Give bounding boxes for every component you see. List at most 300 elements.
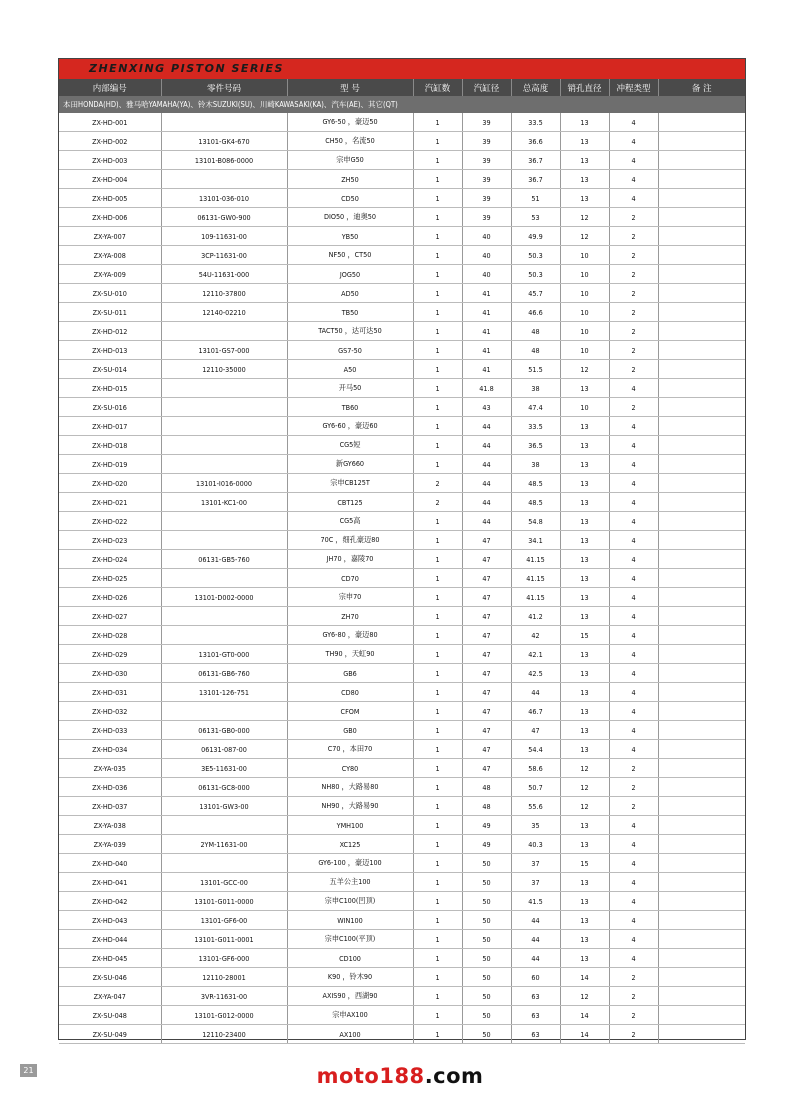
- cell-stroke-type: 4: [609, 170, 658, 189]
- cell-part-number: [161, 512, 287, 531]
- cell-internal-code: ZX-HD-031: [59, 683, 161, 702]
- cell-cylinders: 1: [413, 284, 462, 303]
- col-header-pin-diameter: 销孔直径: [560, 79, 609, 96]
- cell-cylinders: 1: [413, 303, 462, 322]
- cell-stroke-type: 4: [609, 930, 658, 949]
- cell-cylinders: 1: [413, 930, 462, 949]
- cell-part-number: [161, 854, 287, 873]
- cell-cylinders: 1: [413, 379, 462, 398]
- cell-total-height: 63: [511, 1006, 560, 1025]
- table-row: [59, 208, 745, 227]
- cell-pin-diameter: 13: [560, 607, 609, 626]
- cell-part-number: 06131-GC8-000: [161, 778, 287, 797]
- table-row: [59, 284, 745, 303]
- cell-bore: 49: [462, 816, 511, 835]
- table-row: [59, 949, 745, 968]
- cell-bore: 39: [462, 151, 511, 170]
- cell-total-height: 50.3: [511, 265, 560, 284]
- cell-model: XC125: [287, 835, 413, 854]
- cell-part-number: 06131-GW0-900: [161, 208, 287, 227]
- cell-stroke-type: 2: [609, 284, 658, 303]
- cell-internal-code: ZX-HD-029: [59, 645, 161, 664]
- cell-stroke-type: 4: [609, 664, 658, 683]
- cell-remarks: [658, 892, 745, 911]
- cell-model: 宗申G50: [287, 151, 413, 170]
- cell-total-height: 36.7: [511, 151, 560, 170]
- cell-model: CD80: [287, 683, 413, 702]
- cell-pin-diameter: 10: [560, 246, 609, 265]
- cell-bore: 44: [462, 474, 511, 493]
- table-row: [59, 778, 745, 797]
- cell-total-height: 46.7: [511, 702, 560, 721]
- cell-pin-diameter: 13: [560, 588, 609, 607]
- cell-bore: 44: [462, 512, 511, 531]
- cell-pin-diameter: 13: [560, 189, 609, 208]
- cell-remarks: [658, 683, 745, 702]
- cell-pin-diameter: 12: [560, 797, 609, 816]
- footer-website: [0, 1064, 800, 1088]
- cell-part-number: 13101-GK4-670: [161, 132, 287, 151]
- cell-remarks: [658, 873, 745, 892]
- cell-internal-code: ZX-SU-049: [59, 1025, 161, 1044]
- cell-cylinders: 1: [413, 417, 462, 436]
- cell-part-number: 13101-G011-0000: [161, 892, 287, 911]
- cell-total-height: 63: [511, 1025, 560, 1044]
- cell-remarks: [658, 550, 745, 569]
- cell-remarks: [658, 265, 745, 284]
- cell-pin-diameter: 13: [560, 911, 609, 930]
- cell-stroke-type: 4: [609, 911, 658, 930]
- cell-stroke-type: 4: [609, 455, 658, 474]
- cell-remarks: [658, 588, 745, 607]
- cell-pin-diameter: 13: [560, 740, 609, 759]
- table-row: [59, 873, 745, 892]
- cell-internal-code: ZX-HD-030: [59, 664, 161, 683]
- cell-stroke-type: 4: [609, 702, 658, 721]
- table-row: [59, 683, 745, 702]
- cell-remarks: [658, 474, 745, 493]
- cell-stroke-type: 4: [609, 740, 658, 759]
- cell-bore: 44: [462, 493, 511, 512]
- cell-cylinders: 1: [413, 778, 462, 797]
- cell-remarks: [658, 417, 745, 436]
- cell-pin-diameter: 13: [560, 645, 609, 664]
- cell-bore: 47: [462, 759, 511, 778]
- cell-internal-code: ZX-HD-012: [59, 322, 161, 341]
- cell-total-height: 36.5: [511, 436, 560, 455]
- table-row: [59, 265, 745, 284]
- cell-part-number: 13101-GT0-000: [161, 645, 287, 664]
- table-row: [59, 417, 745, 436]
- cell-pin-diameter: 10: [560, 322, 609, 341]
- cell-pin-diameter: 13: [560, 151, 609, 170]
- table-row: [59, 322, 745, 341]
- cell-stroke-type: 4: [609, 113, 658, 132]
- cell-model: GS7-50: [287, 341, 413, 360]
- cell-model: CG5高: [287, 512, 413, 531]
- cell-stroke-type: 2: [609, 246, 658, 265]
- cell-stroke-type: 2: [609, 303, 658, 322]
- catalog-frame: [58, 58, 746, 1040]
- cell-pin-diameter: 13: [560, 721, 609, 740]
- cell-part-number: 12110-37800: [161, 284, 287, 303]
- cell-model: TH90 ，天虹90: [287, 645, 413, 664]
- cell-remarks: [658, 835, 745, 854]
- cell-internal-code: ZX-HD-042: [59, 892, 161, 911]
- table-row: [59, 607, 745, 626]
- cell-remarks: [658, 113, 745, 132]
- cell-bore: 43: [462, 398, 511, 417]
- cell-internal-code: ZX-HD-020: [59, 474, 161, 493]
- page-number: 21: [20, 1064, 37, 1077]
- cell-bore: 39: [462, 208, 511, 227]
- cell-internal-code: ZX-HD-024: [59, 550, 161, 569]
- col-header-model: 型 号: [287, 79, 413, 96]
- cell-stroke-type: 4: [609, 607, 658, 626]
- cell-stroke-type: 4: [609, 379, 658, 398]
- cell-part-number: [161, 170, 287, 189]
- cell-remarks: [658, 360, 745, 379]
- cell-cylinders: 1: [413, 721, 462, 740]
- cell-total-height: 41.15: [511, 550, 560, 569]
- cell-total-height: 58.6: [511, 759, 560, 778]
- footer-site-tld: com: [433, 1064, 484, 1088]
- cell-part-number: [161, 417, 287, 436]
- cell-internal-code: ZX-HD-018: [59, 436, 161, 455]
- cell-bore: 47: [462, 702, 511, 721]
- cell-stroke-type: 2: [609, 987, 658, 1006]
- cell-internal-code: ZX-SU-014: [59, 360, 161, 379]
- table-row: [59, 797, 745, 816]
- cell-internal-code: ZX-HD-034: [59, 740, 161, 759]
- cell-total-height: 50.7: [511, 778, 560, 797]
- cell-bore: 47: [462, 664, 511, 683]
- cell-internal-code: ZX-SU-011: [59, 303, 161, 322]
- table-row: [59, 227, 745, 246]
- cell-bore: 50: [462, 892, 511, 911]
- cell-bore: 39: [462, 170, 511, 189]
- cell-part-number: 13101-D002-0000: [161, 588, 287, 607]
- cell-stroke-type: 4: [609, 626, 658, 645]
- cell-internal-code: ZX-HD-043: [59, 911, 161, 930]
- cell-model: 宗申C100(平顶): [287, 930, 413, 949]
- cell-pin-diameter: 15: [560, 626, 609, 645]
- cell-model: CH50 ，名流50: [287, 132, 413, 151]
- cell-internal-code: ZX-HD-006: [59, 208, 161, 227]
- cell-cylinders: 1: [413, 740, 462, 759]
- cell-bore: 47: [462, 645, 511, 664]
- cell-cylinders: 1: [413, 626, 462, 645]
- cell-total-height: 44: [511, 911, 560, 930]
- table-row: [59, 645, 745, 664]
- cell-part-number: 13101-GW3-00: [161, 797, 287, 816]
- footer-site-name: moto188: [316, 1064, 425, 1088]
- cell-total-height: 46.6: [511, 303, 560, 322]
- cell-internal-code: ZX-YA-038: [59, 816, 161, 835]
- cell-part-number: 13101-GS7-000: [161, 341, 287, 360]
- cell-total-height: 55.6: [511, 797, 560, 816]
- cell-bore: 41: [462, 303, 511, 322]
- cell-remarks: [658, 930, 745, 949]
- cell-internal-code: ZX-HD-040: [59, 854, 161, 873]
- cell-bore: 39: [462, 113, 511, 132]
- cell-bore: 50: [462, 930, 511, 949]
- cell-total-height: 34.1: [511, 531, 560, 550]
- cell-part-number: 3VR-11631-00: [161, 987, 287, 1006]
- cell-pin-diameter: 10: [560, 341, 609, 360]
- table-row: [59, 854, 745, 873]
- table-row: [59, 246, 745, 265]
- cell-bore: 47: [462, 550, 511, 569]
- cell-internal-code: ZX-HD-013: [59, 341, 161, 360]
- cell-cylinders: 1: [413, 1006, 462, 1025]
- cell-remarks: [658, 987, 745, 1006]
- table-row: [59, 759, 745, 778]
- cell-remarks: [658, 645, 745, 664]
- table-row: [59, 968, 745, 987]
- cell-pin-diameter: 13: [560, 417, 609, 436]
- cell-part-number: 13101-GF6-000: [161, 949, 287, 968]
- cell-model: 五羊公主100: [287, 873, 413, 892]
- cell-model: AXIS90 ，西湖90: [287, 987, 413, 1006]
- table-row: [59, 930, 745, 949]
- cell-model: TB50: [287, 303, 413, 322]
- cell-remarks: [658, 1025, 745, 1044]
- cell-remarks: [658, 303, 745, 322]
- table-row: [59, 436, 745, 455]
- cell-model: CD100: [287, 949, 413, 968]
- cell-remarks: [658, 626, 745, 645]
- cell-model: JOG50: [287, 265, 413, 284]
- cell-part-number: 12110-23400: [161, 1025, 287, 1044]
- cell-stroke-type: 2: [609, 398, 658, 417]
- cell-model: CBT125: [287, 493, 413, 512]
- cell-pin-diameter: 13: [560, 702, 609, 721]
- cell-total-height: 41.15: [511, 569, 560, 588]
- cell-total-height: 36.7: [511, 170, 560, 189]
- cell-bore: 39: [462, 132, 511, 151]
- cell-remarks: [658, 455, 745, 474]
- cell-remarks: [658, 569, 745, 588]
- cell-model: CY80: [287, 759, 413, 778]
- cell-bore: 44: [462, 417, 511, 436]
- table-row: [59, 398, 745, 417]
- cell-internal-code: ZX-HD-025: [59, 569, 161, 588]
- cell-internal-code: ZX-HD-002: [59, 132, 161, 151]
- cell-bore: 50: [462, 987, 511, 1006]
- cell-cylinders: 1: [413, 436, 462, 455]
- cell-total-height: 53: [511, 208, 560, 227]
- cell-part-number: 3CP-11631-00: [161, 246, 287, 265]
- table-row: [59, 816, 745, 835]
- cell-cylinders: 1: [413, 531, 462, 550]
- cell-bore: 47: [462, 531, 511, 550]
- table-row: [59, 531, 745, 550]
- cell-pin-diameter: 14: [560, 968, 609, 987]
- cell-total-height: 44: [511, 949, 560, 968]
- cell-cylinders: 1: [413, 227, 462, 246]
- cell-remarks: [658, 493, 745, 512]
- cell-part-number: 54U-11631-000: [161, 265, 287, 284]
- cell-pin-diameter: 13: [560, 474, 609, 493]
- cell-cylinders: 1: [413, 455, 462, 474]
- cell-bore: 39: [462, 189, 511, 208]
- cell-pin-diameter: 14: [560, 1006, 609, 1025]
- cell-internal-code: ZX-HD-003: [59, 151, 161, 170]
- cell-model: DIO50 ，迪奥50: [287, 208, 413, 227]
- cell-pin-diameter: 13: [560, 455, 609, 474]
- table-row: [59, 1006, 745, 1025]
- cell-part-number: 06131-GB6-760: [161, 664, 287, 683]
- cell-cylinders: 1: [413, 151, 462, 170]
- cell-cylinders: 2: [413, 493, 462, 512]
- cell-cylinders: 1: [413, 550, 462, 569]
- cell-total-height: 47.4: [511, 398, 560, 417]
- cell-cylinders: 1: [413, 322, 462, 341]
- cell-model: K90 ，铃木90: [287, 968, 413, 987]
- cell-cylinders: 1: [413, 816, 462, 835]
- cell-stroke-type: 4: [609, 550, 658, 569]
- cell-bore: 41: [462, 341, 511, 360]
- cell-model: WIN100: [287, 911, 413, 930]
- cell-total-height: 41.5: [511, 892, 560, 911]
- cell-total-height: 42.5: [511, 664, 560, 683]
- cell-remarks: [658, 1006, 745, 1025]
- cell-remarks: [658, 341, 745, 360]
- cell-bore: 50: [462, 854, 511, 873]
- table-row: [59, 474, 745, 493]
- cell-pin-diameter: 10: [560, 265, 609, 284]
- cell-part-number: 13101-G011-0001: [161, 930, 287, 949]
- cell-model: AD50: [287, 284, 413, 303]
- cell-stroke-type: 4: [609, 531, 658, 550]
- cell-stroke-type: 2: [609, 265, 658, 284]
- cell-model: CD50: [287, 189, 413, 208]
- cell-internal-code: ZX-HD-001: [59, 113, 161, 132]
- cell-bore: 44: [462, 436, 511, 455]
- cell-stroke-type: 4: [609, 949, 658, 968]
- cell-total-height: 44: [511, 683, 560, 702]
- cell-part-number: [161, 398, 287, 417]
- cell-pin-diameter: 12: [560, 778, 609, 797]
- cell-model: AX100: [287, 1025, 413, 1044]
- cell-model: 70C ，细孔豪迈80: [287, 531, 413, 550]
- cell-cylinders: 1: [413, 398, 462, 417]
- cell-stroke-type: 4: [609, 417, 658, 436]
- cell-pin-diameter: 10: [560, 303, 609, 322]
- cell-internal-code: ZX-HD-027: [59, 607, 161, 626]
- cell-part-number: 13101-I016-0000: [161, 474, 287, 493]
- cell-remarks: [658, 721, 745, 740]
- cell-internal-code: ZX-SU-048: [59, 1006, 161, 1025]
- cell-model: GB6: [287, 664, 413, 683]
- col-header-remarks: 备 注: [658, 79, 745, 96]
- table-row: [59, 588, 745, 607]
- cell-pin-diameter: 12: [560, 227, 609, 246]
- cell-stroke-type: 4: [609, 683, 658, 702]
- cell-model: CD70: [287, 569, 413, 588]
- cell-cylinders: 2: [413, 474, 462, 493]
- cell-total-height: 35: [511, 816, 560, 835]
- cell-internal-code: ZX-HD-023: [59, 531, 161, 550]
- cell-total-height: 37: [511, 854, 560, 873]
- cell-remarks: [658, 151, 745, 170]
- cell-part-number: 3E5-11631-00: [161, 759, 287, 778]
- cell-pin-diameter: 13: [560, 664, 609, 683]
- cell-pin-diameter: 12: [560, 759, 609, 778]
- table-row: [59, 835, 745, 854]
- cell-bore: 44: [462, 455, 511, 474]
- cell-total-height: 38: [511, 455, 560, 474]
- cell-internal-code: ZX-HD-033: [59, 721, 161, 740]
- cell-model: 宗申CB125T: [287, 474, 413, 493]
- col-header-cylinders: 汽缸数: [413, 79, 462, 96]
- cell-model: GY6-50 ，豪迈50: [287, 113, 413, 132]
- cell-cylinders: 1: [413, 208, 462, 227]
- cell-bore: 47: [462, 740, 511, 759]
- cell-pin-diameter: 13: [560, 132, 609, 151]
- cell-stroke-type: 4: [609, 132, 658, 151]
- cell-pin-diameter: 13: [560, 835, 609, 854]
- cell-model: C70 ，本田70: [287, 740, 413, 759]
- cell-cylinders: 1: [413, 683, 462, 702]
- cell-cylinders: 1: [413, 246, 462, 265]
- cell-model: ZH70: [287, 607, 413, 626]
- cell-stroke-type: 4: [609, 816, 658, 835]
- cell-part-number: 13101-KC1-00: [161, 493, 287, 512]
- cell-remarks: [658, 911, 745, 930]
- table-row: [59, 1025, 745, 1044]
- cell-pin-diameter: 13: [560, 892, 609, 911]
- cell-pin-diameter: 13: [560, 170, 609, 189]
- cell-model: GB0: [287, 721, 413, 740]
- cell-part-number: 06131-GB5-760: [161, 550, 287, 569]
- cell-cylinders: 1: [413, 607, 462, 626]
- table-row: [59, 151, 745, 170]
- table-row: [59, 303, 745, 322]
- cell-remarks: [658, 949, 745, 968]
- cell-remarks: [658, 778, 745, 797]
- cell-cylinders: 1: [413, 512, 462, 531]
- cell-remarks: [658, 854, 745, 873]
- cell-cylinders: 1: [413, 892, 462, 911]
- cell-part-number: [161, 379, 287, 398]
- cell-remarks: [658, 816, 745, 835]
- cell-part-number: [161, 569, 287, 588]
- cell-internal-code: ZX-HD-004: [59, 170, 161, 189]
- cell-stroke-type: 2: [609, 968, 658, 987]
- cell-total-height: 54.4: [511, 740, 560, 759]
- cell-pin-diameter: 13: [560, 816, 609, 835]
- cell-part-number: 12110-35000: [161, 360, 287, 379]
- cell-bore: 50: [462, 968, 511, 987]
- table-row: [59, 664, 745, 683]
- cell-pin-diameter: 13: [560, 949, 609, 968]
- cell-total-height: 51.5: [511, 360, 560, 379]
- table-row: [59, 170, 745, 189]
- cell-remarks: [658, 512, 745, 531]
- header-row: [59, 79, 745, 96]
- table-row: [59, 132, 745, 151]
- cell-stroke-type: 2: [609, 208, 658, 227]
- table-row: [59, 360, 745, 379]
- cell-model: CG5短: [287, 436, 413, 455]
- cell-cylinders: 1: [413, 132, 462, 151]
- cell-bore: 41: [462, 360, 511, 379]
- cell-part-number: [161, 436, 287, 455]
- cell-model: GY6-100 ，豪迈100: [287, 854, 413, 873]
- cell-internal-code: ZX-HD-019: [59, 455, 161, 474]
